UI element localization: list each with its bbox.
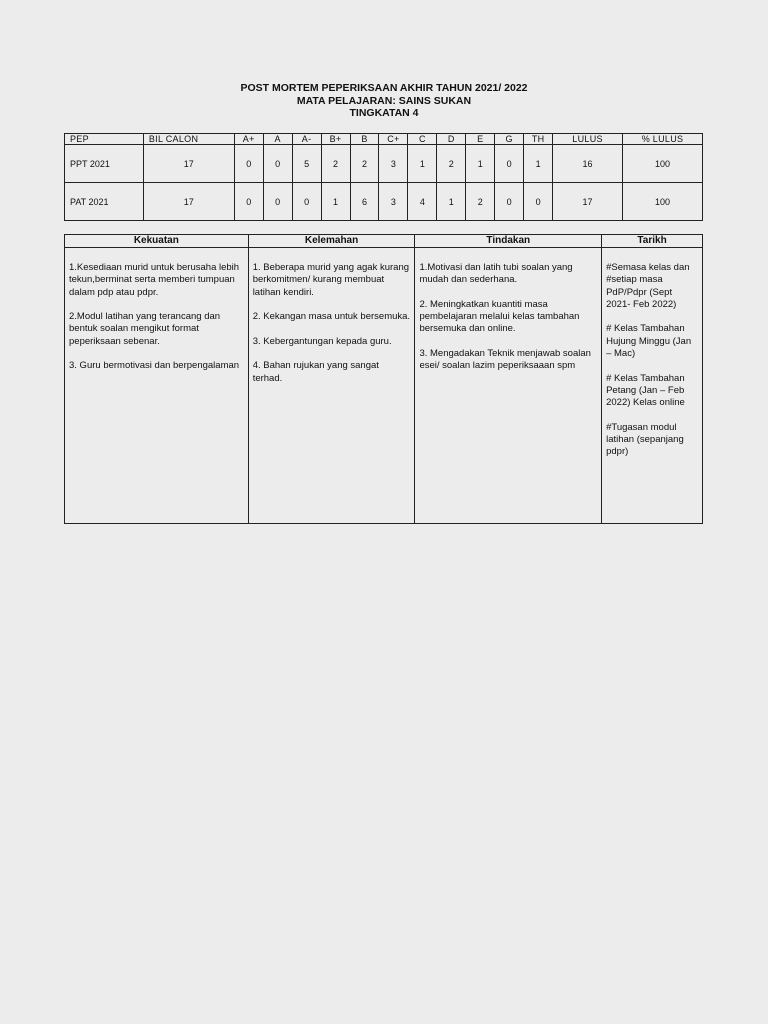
- analysis-body-row: [65, 248, 703, 524]
- analysis-col-header-tarikh: Tarikh: [602, 235, 703, 248]
- analysis-header-row: [65, 235, 703, 248]
- table-cell: 17: [143, 145, 234, 183]
- table-cell: 2: [466, 183, 495, 221]
- analysis-col-header-tindakan: Tindakan: [415, 235, 602, 248]
- kekuatan-item: 1.Kesediaan murid untuk berusaha lebih tekun,berminat serta memberi tumpuan dalam pdp atau pdpr.: [69, 262, 240, 298]
- results-col-header: LULUS: [553, 134, 623, 145]
- table-cell: 4: [408, 183, 437, 221]
- analysis-col-header-kelemahan: Kelemahan: [248, 235, 415, 248]
- tarikh-item: #Tugasan modul latihan (sepanjang pdpr): [606, 421, 684, 458]
- kekuatan-item: 2.Modul latihan yang terancang dan bentuk soalan mengikut format peperiksaan sebenar.: [69, 311, 221, 347]
- tarikh-cell: [602, 248, 703, 524]
- kelemahan-item: 3. Kebergantungan kepada guru.: [252, 335, 392, 347]
- results-col-header: B: [350, 134, 379, 145]
- kekuatan-item: 3. Guru bermotivasi dan berpengalaman: [69, 360, 240, 372]
- tarikh-item: #Semasa kelas dan #setiap masa PdP/Pdpr (Sept 2021- Feb 2022): [606, 262, 690, 310]
- tindakan-item: 1.Motivasi dan latih tubi soalan yang mudah dan sederhana.: [419, 262, 573, 286]
- table-cell: 2: [350, 145, 379, 183]
- results-col-header: A-: [292, 134, 321, 145]
- table-cell: 1: [524, 145, 553, 183]
- results-table: [64, 133, 703, 221]
- analysis-table: [64, 234, 703, 524]
- table-cell: 0: [495, 183, 524, 221]
- kelemahan-cell: [248, 248, 415, 524]
- table-cell: 1: [321, 183, 350, 221]
- tindakan-item: 3. Mengadakan Teknik menjawab soalan esei/ soalan lazim peperiksaaan spm: [419, 348, 591, 372]
- table-cell: 1: [466, 145, 495, 183]
- table-cell: 0: [524, 183, 553, 221]
- table-cell: 5: [292, 145, 321, 183]
- results-col-header: % LULUS: [623, 134, 703, 145]
- table-cell: 2: [437, 145, 466, 183]
- kelemahan-item: 4. Bahan rujukan yang sangat terhad.: [252, 360, 379, 384]
- kelemahan-item: 2. Kekangan masa untuk bersemuka.: [252, 311, 411, 323]
- document-header: [0, 82, 768, 120]
- tindakan-cell: [415, 248, 602, 524]
- results-col-header: A: [263, 134, 292, 145]
- table-cell: 0: [292, 183, 321, 221]
- header-title: POST MORTEM PEPERIKSAAN AKHIR TAHUN 2021/ 2022: [240, 82, 528, 94]
- table-cell: 1: [437, 183, 466, 221]
- table-cell: 3: [379, 183, 408, 221]
- table-row: [65, 183, 703, 221]
- results-col-header: TH: [524, 134, 553, 145]
- table-cell: 0: [234, 145, 263, 183]
- table-cell: 17: [553, 183, 623, 221]
- table-cell: 0: [263, 183, 292, 221]
- table-row: [65, 145, 703, 183]
- results-header-row: [65, 134, 703, 145]
- results-col-header: G: [495, 134, 524, 145]
- results-col-header: C: [408, 134, 437, 145]
- table-cell: 3: [379, 145, 408, 183]
- header-subject: MATA PELAJARAN: SAINS SUKAN: [296, 94, 472, 107]
- tindakan-item: 2. Meningkatkan kuantiti masa pembelajaran melalui kelas tambahan bersemuka dan online.: [419, 298, 580, 335]
- table-cell: 17: [143, 183, 234, 221]
- table-cell: 100: [623, 183, 703, 221]
- results-col-header: D: [437, 134, 466, 145]
- table-cell: PPT 2021: [65, 145, 144, 183]
- table-cell: 0: [495, 145, 524, 183]
- table-cell: 1: [408, 145, 437, 183]
- results-col-header: C+: [379, 134, 408, 145]
- kekuatan-cell: [65, 248, 249, 524]
- tarikh-item: # Kelas Tambahan Hujung Minggu (Jan – Mac): [606, 323, 692, 360]
- table-cell: 16: [553, 145, 623, 183]
- table-cell: 100: [623, 145, 703, 183]
- results-col-header: A+: [234, 134, 263, 145]
- tarikh-item: # Kelas Tambahan Petang (Jan – Feb 2022) Kelas online: [606, 372, 685, 409]
- results-col-header: E: [466, 134, 495, 145]
- results-col-header: BIL CALON: [143, 134, 234, 145]
- table-cell: 6: [350, 183, 379, 221]
- results-col-header: PEP: [65, 134, 144, 145]
- table-cell: PAT 2021: [65, 183, 144, 221]
- table-cell: 2: [321, 145, 350, 183]
- header-form: TINGKATAN 4: [349, 107, 419, 119]
- table-cell: 0: [234, 183, 263, 221]
- analysis-col-header-kekuatan: Kekuatan: [65, 235, 249, 248]
- table-cell: 0: [263, 145, 292, 183]
- kelemahan-item: 1. Beberapa murid yang agak kurang berkomitmen/ kurang membuat latihan kendiri.: [252, 262, 410, 298]
- results-col-header: B+: [321, 134, 350, 145]
